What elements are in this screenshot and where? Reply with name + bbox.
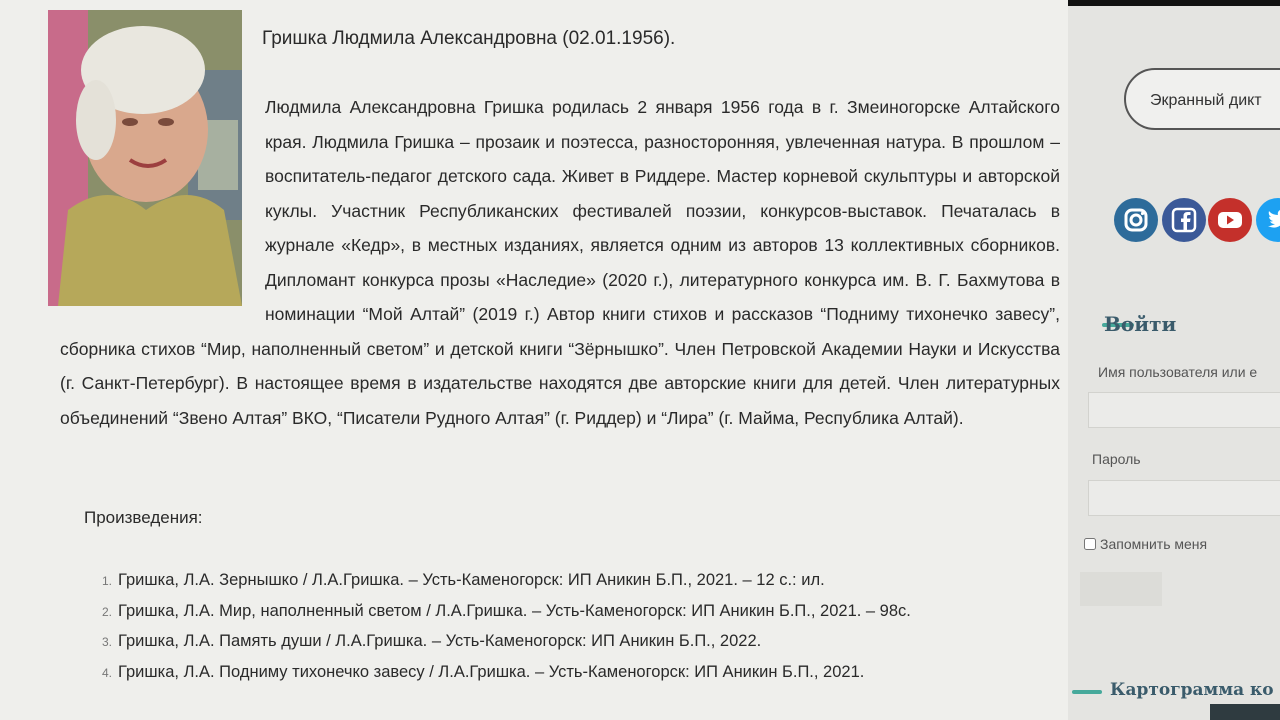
page-title: Гришка Людмила Александровна (02.01.1956). bbox=[262, 28, 676, 49]
login-submit-button[interactable] bbox=[1080, 572, 1162, 606]
item-number: 3. bbox=[101, 635, 112, 649]
item-number: 2. bbox=[101, 604, 112, 619]
list-item bbox=[100, 627, 911, 658]
works-heading: Произведения: bbox=[84, 508, 203, 527]
photo-spacer bbox=[60, 90, 265, 320]
instagram-icon[interactable] bbox=[1114, 198, 1158, 242]
remember-checkbox-input[interactable] bbox=[1084, 538, 1096, 550]
item-text: Гришка, Л.А. Зернышко / Л.А.Гришка. – Усть-Каменогорск: ИП Аникин Б.П., 2021. – 12 с.: ил. bbox=[118, 571, 825, 589]
bio-paragraph: Людмила Александровна Гришка родилась 2 января 1956 года в г. Змеиногорске Алтайского края. Людмила Гришка – прозаик и поэтесса, разносторонняя, увлеченная натура. В прошлом – воспитатель-педагог детского сада. Живет в Риддере. Мастер корневой скульптуры и авторской куклы. Участник Республиканских фестивалей поэзии, конкурсов-выставок. Печаталась в журнале «Кедр», в местных изданиях, является одним из авторов 13 коллективных сборников. Дипломант конкурса прозы «Наследие» (2020 г.), литературного конкурса им. В. Г. Бахмутова в номинации “Мой Алтай” (2019 г.) Автор книги стихов и рассказов “Подниму тихонечко завесу”, сборника стихов “Мир, наполненный светом” и детской книги “Зёрнышко”. Член Петровской Академии Науки и Искусства (г. Санкт-Петербург). В настоящее время в издательстве находятся две авторские книги для детей. Член литературных объединений “Звено Алтая” ВКО, “Писатели Рудного Алтая” (г. Риддер) и “Лира” (г. Майма, Республика Алтай). bbox=[60, 97, 1060, 428]
item-text: Гришка, Л.А. Мир, наполненный светом / Л.А.Гришка. – Усть-Каменогорск: ИП Аникин Б.П., 2021. – 98с. bbox=[118, 601, 911, 620]
list-item bbox=[100, 658, 911, 689]
map-heading: Картограмма ко bbox=[1110, 680, 1274, 700]
password-label: Пароль bbox=[1092, 451, 1141, 467]
list-item bbox=[100, 566, 911, 597]
youtube-icon[interactable] bbox=[1208, 198, 1252, 242]
remember-label: Запомнить меня bbox=[1100, 536, 1208, 552]
item-number: 4. bbox=[101, 665, 112, 680]
works-list bbox=[100, 566, 911, 688]
item-text: Гришка, Л.А. Подниму тихонечко завесу / Л.А.Гришка. – Усть-Каменогорск: ИП Аникин Б.П., 2021. bbox=[118, 662, 865, 681]
login-heading: Войти bbox=[1104, 312, 1177, 336]
biography-text bbox=[60, 90, 1060, 435]
username-label: Имя пользователя или е bbox=[1098, 364, 1258, 380]
corner-widget[interactable] bbox=[1210, 704, 1280, 720]
top-bar bbox=[1068, 0, 1280, 6]
facebook-icon[interactable] bbox=[1162, 198, 1206, 242]
item-number: 1. bbox=[101, 574, 112, 588]
username-field[interactable] bbox=[1088, 392, 1280, 428]
list-item bbox=[100, 597, 911, 628]
twitter-icon[interactable] bbox=[1256, 198, 1280, 242]
remember-me-checkbox[interactable] bbox=[1084, 536, 1207, 552]
screen-dictation-button[interactable]: Экранный дикт bbox=[1124, 68, 1280, 130]
item-text: Гришка, Л.А. Память души / Л.А.Гришка. – Усть-Каменогорск: ИП Аникин Б.П., 2022. bbox=[118, 632, 762, 650]
map-accent-line bbox=[1072, 690, 1102, 694]
password-field[interactable] bbox=[1088, 480, 1280, 516]
